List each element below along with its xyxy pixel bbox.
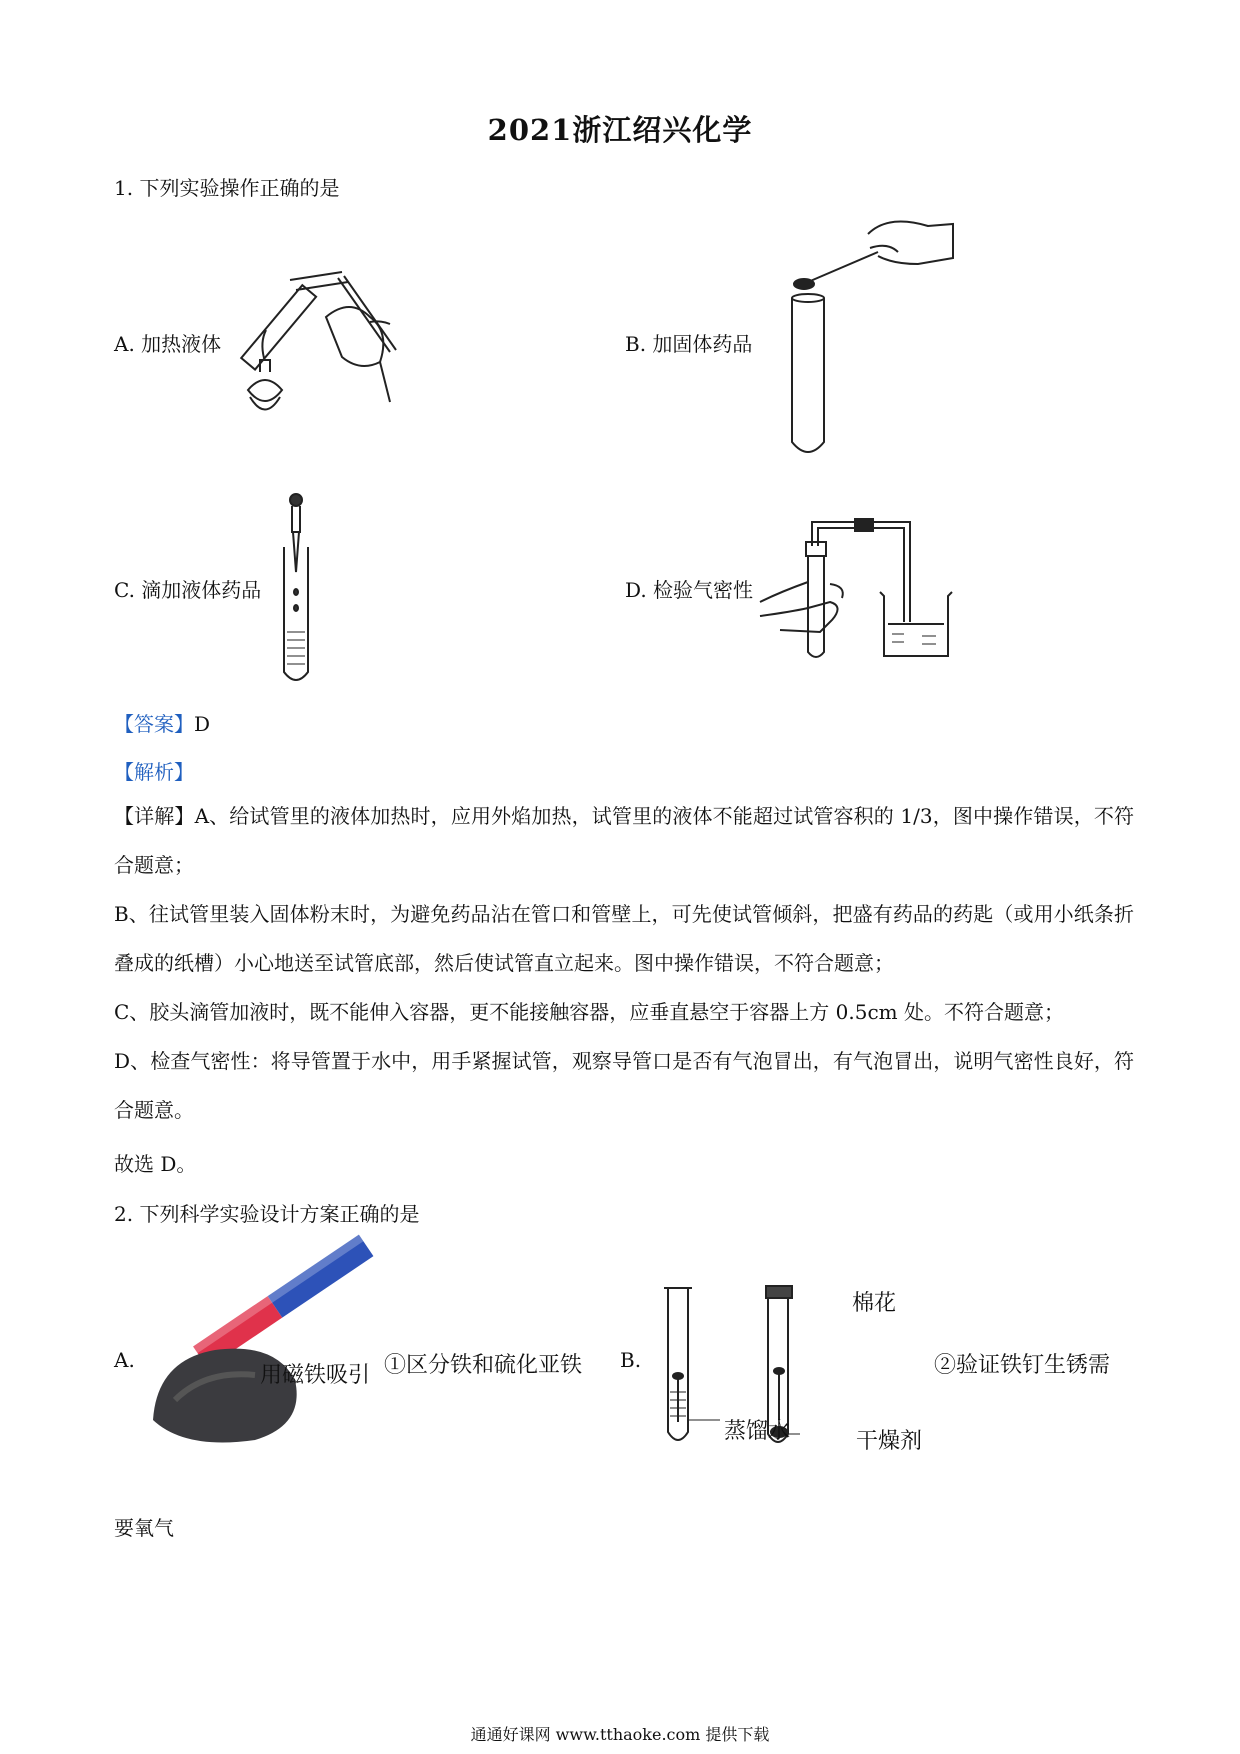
footer: 通通好课网 www.tthaoke.com 提供下载 [470,1725,770,1744]
dropper-figure [278,492,318,687]
q2-option-a-text: ①区分铁和硫化亚铁 [384,1353,583,1378]
magnet-label: 用磁铁吸引 [260,1363,371,1388]
adding-solid-figure [778,212,958,457]
detail-a [114,792,1134,890]
analysis-label: 【解析】 [114,760,194,784]
q2-option-a-letter: A. [114,1348,135,1372]
conclusion: 故选 D。 [114,1152,197,1176]
answer-label: 【答案】 [114,712,194,736]
q2-option-b-text: ②验证铁钉生锈需 [934,1353,1111,1378]
detail-a-text: A、给试管里的液体加热时，应用外焰加热，试管里的液体不能超过试管容积的 1/3，图中操作错误，不符合题意； [114,804,1134,877]
cotton-label: 棉花 [852,1291,897,1316]
question-1-stem: 1. 下列实验操作正确的是 [114,176,340,200]
magnet-powder-figure [145,1250,370,1450]
q1-option-a: A. 加热液体 [114,332,222,356]
detail-label: 【详解】 [114,804,195,828]
answer-value: D [194,712,211,736]
heating-liquid-figure [230,262,415,422]
desiccant-label: 干燥剂 [856,1429,923,1454]
detail-c: C、胶头滴管加液时，既不能伸入容器，更不能接触容器，应垂直悬空于容器上方 0.5cm 处。不符合题意； [114,1000,1064,1024]
detail-d: D、检查气密性：将导管置于水中，用手紧握试管，观察导管口是否有气泡冒出，有气泡冒出，说明气密性良好，符合题意。 [114,1049,1134,1122]
q2-option-b-continuation: 要氧气 [114,1516,174,1540]
q1-option-d: D. 检验气密性 [625,578,754,602]
distilled-water-label: 蒸馏水 [724,1419,791,1444]
airtightness-figure [760,512,970,662]
q2-option-b-letter: B. [620,1348,642,1372]
q1-option-b: B. 加固体药品 [625,332,753,356]
question-2-stem: 2. 下列科学实验设计方案正确的是 [114,1202,420,1226]
q1-option-c: C. 滴加液体药品 [114,578,262,602]
detail-b: B、往试管里装入固体粉末时，为避免药品沾在管口和管壁上，可先使试管倾斜，把盛有药品的药匙（或用小纸条折叠成的纸槽）小心地送至试管底部，然后使试管直立起来。图中操作错误，不符合题意； [114,902,1134,975]
page-title: 2021浙江绍兴化学 [487,113,753,147]
